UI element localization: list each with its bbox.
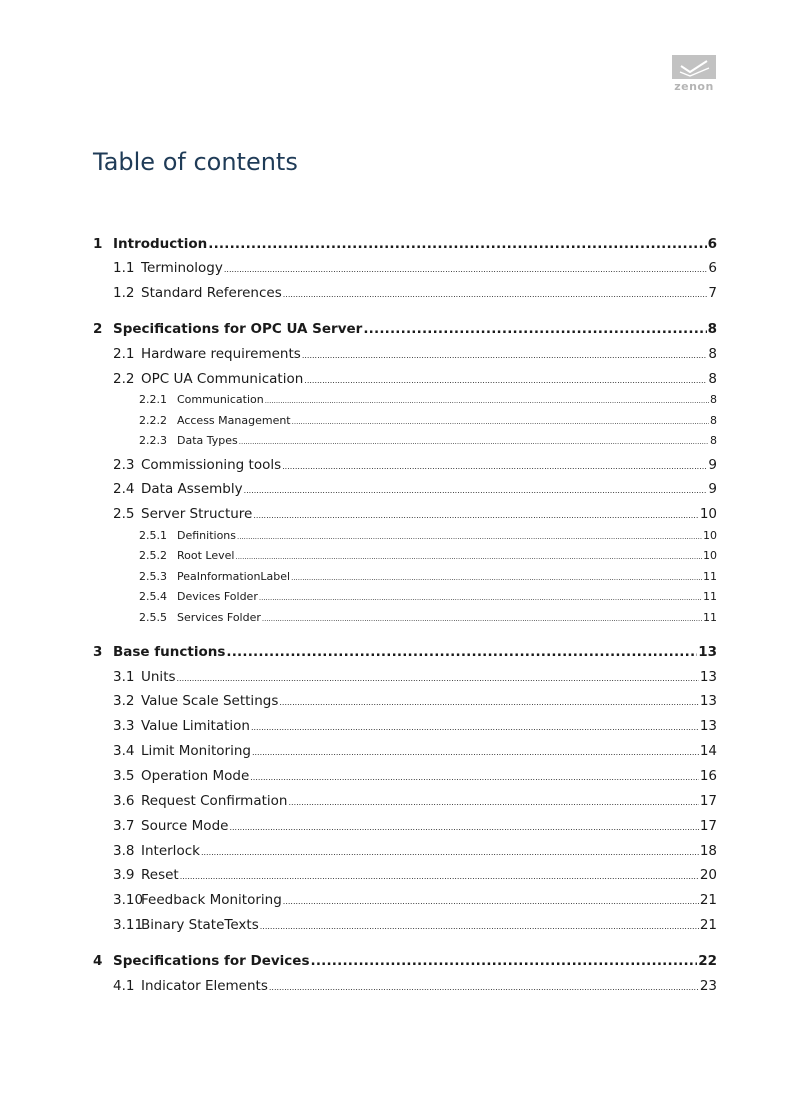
toc-entry-2-5-2[interactable] <box>0 549 793 567</box>
toc-number: 1.1 <box>113 260 135 276</box>
toc-label: Binary StateTexts <box>141 917 259 933</box>
toc-page: 8 <box>708 371 717 387</box>
toc-page: 6 <box>707 236 717 252</box>
toc-number: 2.1 <box>113 346 135 362</box>
toc-entry-2-2-2[interactable] <box>0 414 793 432</box>
toc-leader <box>177 674 699 683</box>
toc-number: 2.4 <box>113 481 135 497</box>
toc-entry-2-4[interactable] <box>0 481 793 499</box>
toc-label: Value Limitation <box>141 718 250 734</box>
toc-label: Devices Folder <box>177 590 258 603</box>
toc-entry-2-5-4[interactable] <box>0 590 793 608</box>
toc-number: 3.6 <box>113 793 135 809</box>
toc-leader <box>262 615 702 623</box>
toc-label: Hardware requirements <box>141 346 301 362</box>
toc-label: Terminology <box>141 260 223 276</box>
toc-number: 2.2 <box>113 371 135 387</box>
toc-number: 3.10 <box>113 892 144 908</box>
toc-page: 22 <box>698 953 717 969</box>
toc-label: Commissioning tools <box>141 457 282 473</box>
toc-page: 10 <box>703 549 717 562</box>
toc-leader <box>269 983 699 992</box>
toc-entry-2[interactable] <box>0 321 793 339</box>
toc-number: 2.2.2 <box>139 414 167 427</box>
toc-leader <box>224 265 708 274</box>
toc-label: Units <box>141 669 176 685</box>
toc-number: 2.2.1 <box>139 393 167 406</box>
toc-page: 20 <box>699 867 717 883</box>
toc-entry-3[interactable] <box>0 644 793 662</box>
toc-leader <box>244 486 708 495</box>
toc-number: 4 <box>93 953 103 969</box>
toc-entry-2-2[interactable] <box>0 371 793 389</box>
toc-entry-3-3[interactable] <box>0 718 793 736</box>
toc-number: 1.2 <box>113 285 135 301</box>
toc-leader <box>226 644 697 660</box>
logo-text: zenon <box>674 80 714 93</box>
toc-page: 9 <box>708 457 717 473</box>
toc-label: Base functions <box>113 644 226 660</box>
toc-label: Specifications for Devices <box>113 953 310 969</box>
toc-leader <box>235 553 702 561</box>
toc-leader <box>252 748 699 757</box>
toc-page: 13 <box>699 669 717 685</box>
toc-page: 17 <box>699 793 717 809</box>
toc-number: 3 <box>93 644 103 660</box>
toc-entry-3-4[interactable] <box>0 743 793 761</box>
toc-page: 7 <box>708 285 717 301</box>
toc-page: 13 <box>699 693 717 709</box>
toc-label: Root Level <box>177 549 235 562</box>
toc-entry-2-5[interactable] <box>0 506 793 524</box>
zenon-logo <box>672 55 716 93</box>
toc-leader <box>251 723 699 732</box>
toc-leader <box>250 773 699 782</box>
toc-number: 2.5 <box>113 506 135 522</box>
toc-page: 8 <box>710 414 717 427</box>
toc-label: Data Types <box>177 434 238 447</box>
toc-number: 3.1 <box>113 669 135 685</box>
toc-leader <box>180 872 699 881</box>
toc-label: Request Confirmation <box>141 793 288 809</box>
toc-page: 11 <box>703 611 717 624</box>
toc-entry-3-8[interactable] <box>0 843 793 861</box>
toc-leader <box>265 397 709 405</box>
toc-page: 10 <box>703 529 717 542</box>
toc-leader <box>201 848 699 857</box>
toc-leader <box>282 462 707 471</box>
toc-entry-2-3[interactable] <box>0 457 793 475</box>
toc-leader <box>259 594 702 602</box>
toc-page: 16 <box>699 768 717 784</box>
toc-number: 2.3 <box>113 457 135 473</box>
toc-label: Data Assembly <box>141 481 243 497</box>
toc-page: 9 <box>708 481 717 497</box>
toc-page: 6 <box>708 260 717 276</box>
toc-entry-2-2-3[interactable] <box>0 434 793 452</box>
toc-number: 3.8 <box>113 843 135 859</box>
toc-page: 11 <box>703 570 717 583</box>
toc-page: 18 <box>699 843 717 859</box>
toc-page: 8 <box>710 434 717 447</box>
toc-label: Server Structure <box>141 506 253 522</box>
toc-leader <box>304 376 707 385</box>
toc-number: 3.5 <box>113 768 135 784</box>
toc-label: Specifications for OPC UA Server <box>113 321 363 337</box>
toc-number: 2 <box>93 321 103 337</box>
toc-page: 23 <box>699 978 717 994</box>
toc-label: Definitions <box>177 529 236 542</box>
toc-number: 3.3 <box>113 718 135 734</box>
toc-label: Source Mode <box>141 818 229 834</box>
zenon-logo-icon <box>672 55 716 79</box>
toc-leader <box>283 897 699 906</box>
toc-entry-3-1[interactable] <box>0 669 793 687</box>
toc-number: 2.5.4 <box>139 590 167 603</box>
toc-leader <box>279 698 698 707</box>
toc-page: 14 <box>699 743 717 759</box>
toc-entry-3-2[interactable] <box>0 693 793 711</box>
toc-number: 3.9 <box>113 867 135 883</box>
toc-label: Indicator Elements <box>141 978 268 994</box>
toc-entry-2-1[interactable] <box>0 346 793 364</box>
toc-page: 17 <box>699 818 717 834</box>
toc-entry-2-2-1[interactable] <box>0 393 793 411</box>
toc-label: Feedback Monitoring <box>141 892 282 908</box>
toc-page: 8 <box>710 393 717 406</box>
toc-entry-2-5-5[interactable] <box>0 611 793 629</box>
toc-page: 11 <box>703 590 717 603</box>
toc-number: 3.7 <box>113 818 135 834</box>
toc-entry-4[interactable] <box>0 953 793 971</box>
toc-number: 3.4 <box>113 743 135 759</box>
toc-entry-3-6[interactable] <box>0 793 793 811</box>
toc-number: 2.2.3 <box>139 434 167 447</box>
toc-label: PeaInformationLabel <box>177 570 291 583</box>
toc-entry-3-11[interactable] <box>0 917 793 935</box>
toc-page: 21 <box>699 917 717 933</box>
toc-entry-4-1[interactable] <box>0 978 793 996</box>
toc-label: Communication <box>177 393 264 406</box>
toc-number: 2.5.3 <box>139 570 167 583</box>
toc-page: 13 <box>698 644 717 660</box>
toc-number: 2.5.5 <box>139 611 167 624</box>
toc-label: Services Folder <box>177 611 261 624</box>
toc-entry-2-5-3[interactable] <box>0 570 793 588</box>
toc-leader <box>310 953 697 969</box>
toc-entry-1[interactable] <box>0 236 793 254</box>
toc-leader <box>302 351 708 360</box>
toc-label: Value Scale Settings <box>141 693 279 709</box>
toc-leader <box>239 438 709 446</box>
toc-entry-3-7[interactable] <box>0 818 793 836</box>
toc-page: 8 <box>707 321 717 337</box>
toc-leader <box>260 922 699 931</box>
toc-entry-3-10[interactable] <box>0 892 793 910</box>
toc-leader <box>291 574 702 582</box>
toc-entry-1-2[interactable] <box>0 285 793 303</box>
toc-leader <box>292 418 709 426</box>
toc-leader <box>283 290 708 299</box>
toc-page: 8 <box>708 346 717 362</box>
toc-number: 1 <box>93 236 103 252</box>
toc-label: Reset <box>141 867 179 883</box>
toc-label: Interlock <box>141 843 200 859</box>
toc-page: 21 <box>699 892 717 908</box>
toc-page: 10 <box>699 506 717 522</box>
toc-leader <box>363 321 706 337</box>
toc-entry-3-9[interactable] <box>0 867 793 885</box>
toc-label: Introduction <box>113 236 208 252</box>
toc-number: 3.11 <box>113 917 144 933</box>
toc-label: Access Management <box>177 414 291 427</box>
toc-leader <box>253 511 698 520</box>
toc-number: 4.1 <box>113 978 135 994</box>
toc-number: 2.5.1 <box>139 529 167 542</box>
toc-entry-1-1[interactable] <box>0 260 793 278</box>
toc-leader <box>237 533 702 541</box>
toc-page: 13 <box>699 718 717 734</box>
toc-number: 2.5.2 <box>139 549 167 562</box>
toc-label: Limit Monitoring <box>141 743 251 759</box>
toc-leader <box>229 823 698 832</box>
toc-number: 3.2 <box>113 693 135 709</box>
toc-label: Standard References <box>141 285 282 301</box>
page-title: Table of contents <box>93 148 298 176</box>
toc-label: Operation Mode <box>141 768 250 784</box>
toc-leader <box>288 798 698 807</box>
toc-leader <box>208 236 706 252</box>
toc-label: OPC UA Communication <box>141 371 304 387</box>
toc-entry-2-5-1[interactable] <box>0 529 793 547</box>
toc-entry-3-5[interactable] <box>0 768 793 786</box>
